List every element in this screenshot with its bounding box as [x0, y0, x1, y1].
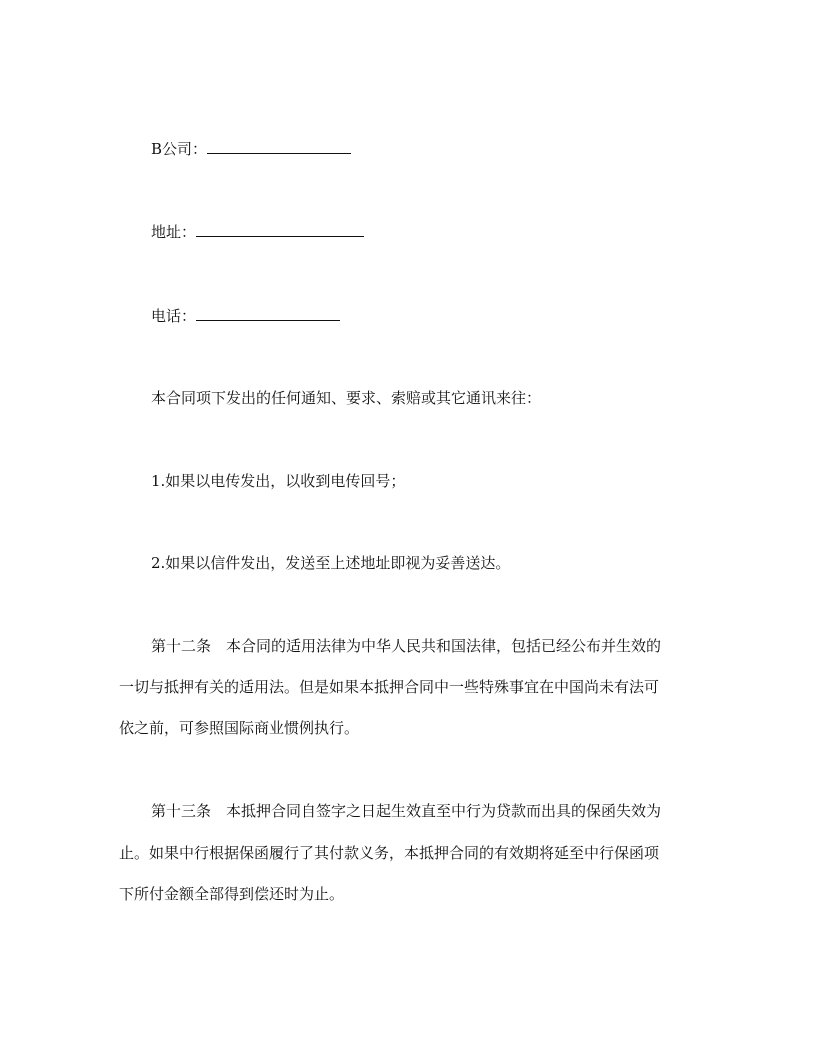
address-label: 地址： [151, 223, 197, 241]
company-label: B公司： [151, 140, 208, 158]
address-blank[interactable] [196, 222, 364, 237]
company-field [151, 139, 351, 159]
phone-field [151, 306, 340, 326]
notice-item-2: 2.如果以信件发出，发送至上述地址即视为妥善送达。 [151, 554, 511, 572]
address-field [151, 222, 364, 242]
phone-label: 电话： [151, 307, 197, 325]
article-13-line-2: 止。如果中行根据保函履行了其付款义务，本抵押合同的有效期将延至中行保函项 [119, 844, 660, 862]
article-12-line-2: 一切与抵押有关的适用法。但是如果本抵押合同中一些特殊事宜在中国尚未有法可 [119, 678, 660, 696]
notice-item-1: 1.如果以电传发出，以收到电传回号； [151, 472, 406, 490]
article-12-line-1: 第十二条 本合同的适用法律为中华人民共和国法律，包括已经公布并生效的 [151, 637, 662, 655]
article-12-line-3: 依之前，可参照国际商业惯例执行。 [119, 719, 360, 737]
notice-intro: 本合同项下发出的任何通知、要求、索赔或其它通讯来往： [151, 389, 542, 407]
phone-blank[interactable] [196, 306, 340, 321]
article-13-line-1: 第十三条 本抵押合同自签字之日起生效直至中行为贷款而出具的保函失效为 [151, 802, 662, 820]
company-blank[interactable] [207, 139, 351, 154]
article-13-line-3: 下所付金额全部得到偿还时为止。 [119, 885, 345, 903]
